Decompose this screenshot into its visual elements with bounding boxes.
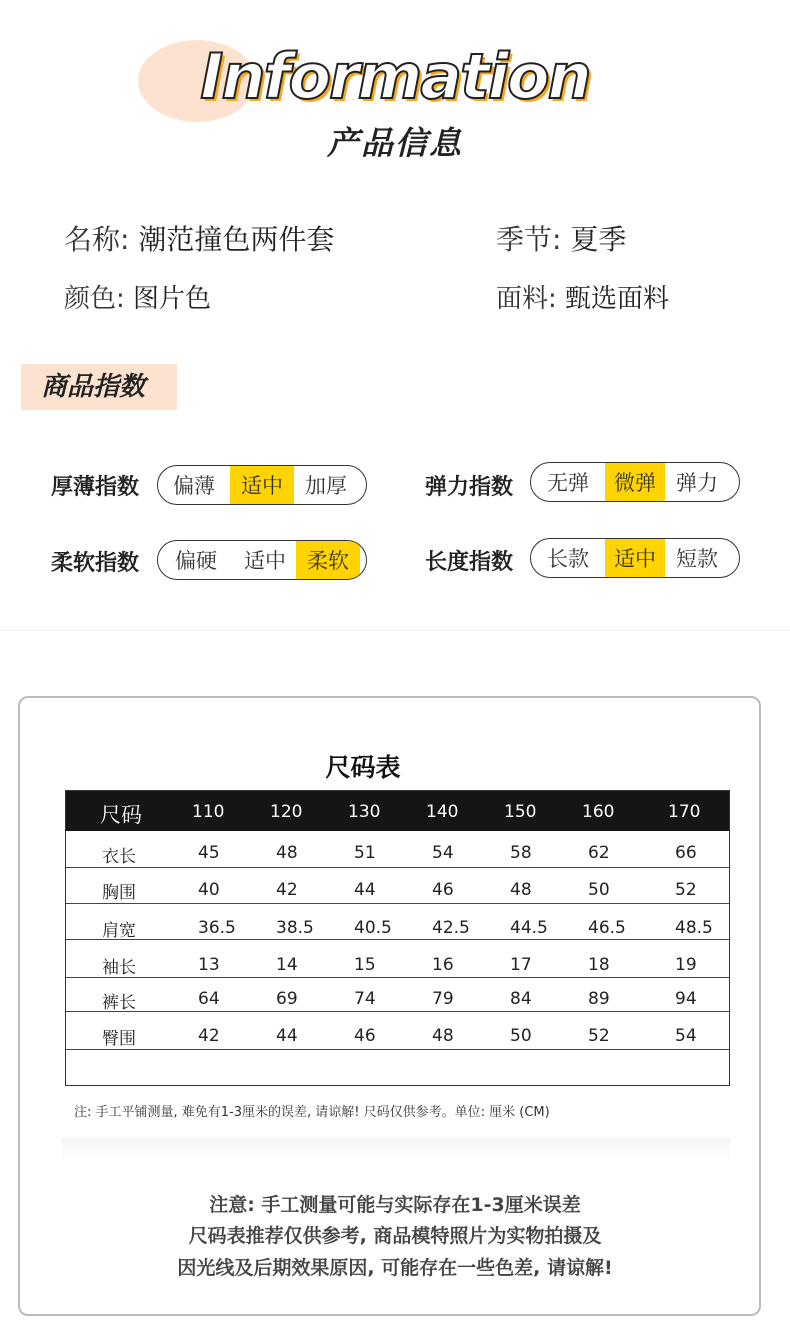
- table-cell: 44: [276, 1026, 298, 1046]
- table-cell: 48: [432, 1026, 454, 1046]
- table-cell: 46.5: [588, 918, 626, 938]
- table-cell: 38.5: [276, 918, 314, 938]
- index-option: 适中: [244, 549, 286, 573]
- table-cell: 48: [276, 843, 298, 863]
- bottom-note-line: 尺码表推荐仅供参考, 商品模特照片为实物拍摄及: [188, 1225, 602, 1247]
- size-table-header-cell: 150: [504, 802, 537, 822]
- index-section-title: 商品指数: [21, 364, 177, 410]
- table-cell: 42: [198, 1026, 220, 1046]
- index-option-selected: 柔软: [296, 541, 360, 579]
- row-name: 衣长: [102, 847, 136, 867]
- table-cell: 18: [588, 955, 610, 975]
- table-row-divider: [66, 939, 729, 940]
- index-scale-length: [530, 538, 740, 578]
- size-table-header-cell: 160: [582, 802, 615, 822]
- table-cell: 94: [675, 989, 697, 1009]
- table-cell: 36.5: [198, 918, 236, 938]
- index-label-length: 长度指数: [425, 550, 514, 575]
- table-cell: 58: [510, 843, 532, 863]
- product-fabric-label: 面料:: [496, 284, 557, 314]
- index-option: 无弹: [547, 471, 589, 495]
- size-table-header: [66, 791, 729, 831]
- table-cell: 89: [588, 989, 610, 1009]
- product-color-value: 图片色: [133, 284, 212, 314]
- table-cell: 48.5: [675, 918, 713, 938]
- index-label-softness: 柔软指数: [51, 551, 140, 576]
- table-row-divider: [66, 903, 729, 904]
- index-scale-elasticity: [530, 462, 740, 502]
- table-cell: 45: [198, 843, 220, 863]
- table-cell: 19: [675, 955, 697, 975]
- product-fabric-value: 甄选面料: [565, 284, 670, 314]
- table-cell: 69: [276, 989, 298, 1009]
- table-cell: 74: [354, 989, 376, 1009]
- table-cell: 40.5: [354, 918, 392, 938]
- table-cell: 46: [432, 880, 454, 900]
- table-cell: 46: [354, 1026, 376, 1046]
- table-cell: 64: [198, 989, 220, 1009]
- table-cell: 16: [432, 955, 454, 975]
- index-option: 偏薄: [173, 474, 215, 498]
- table-cell: 54: [432, 843, 454, 863]
- size-table-header-cell: 120: [270, 802, 303, 822]
- table-row-divider: [66, 867, 729, 868]
- row-name: 裤长: [102, 993, 136, 1013]
- size-table-header-cell: 140: [426, 802, 459, 822]
- product-season-value: 夏季: [570, 223, 627, 256]
- table-cell: 52: [675, 880, 697, 900]
- table-cell: 44.5: [510, 918, 548, 938]
- index-option-selected: 适中: [230, 466, 294, 504]
- size-table-header-cell: 尺码: [100, 803, 142, 827]
- product-color-label: 颜色:: [64, 284, 125, 314]
- size-table: [65, 790, 730, 1086]
- product-fabric: [496, 278, 669, 315]
- header-subtitle: 产品信息: [326, 124, 463, 162]
- index-option: 偏硬: [175, 549, 217, 573]
- header-title: Information: [200, 40, 590, 113]
- product-name-value: 潮范撞色两件套: [138, 223, 335, 256]
- size-table-header-cell: 110: [192, 802, 225, 822]
- index-option: 长款: [547, 547, 589, 571]
- table-cell: 50: [588, 880, 610, 900]
- table-cell: 42.5: [432, 918, 470, 938]
- size-chart-note: 注: 手工平铺测量, 难免有1-3厘米的误差, 请谅解! 尺码仅供参考。单位: 厘米 (CM): [74, 1105, 550, 1120]
- section-divider: [0, 630, 790, 631]
- table-row-divider: [66, 1049, 729, 1050]
- product-color: [64, 278, 211, 315]
- index-scale-thickness: [157, 465, 367, 505]
- index-label-thickness: 厚薄指数: [51, 475, 140, 500]
- index-label-elasticity: 弹力指数: [425, 475, 514, 500]
- size-table-header-cell: 170: [668, 802, 701, 822]
- bottom-note-line: 因光线及后期效果原因, 可能存在一些色差, 请谅解!: [177, 1257, 613, 1279]
- product-season: [496, 218, 626, 258]
- table-cell: 66: [675, 843, 697, 863]
- index-option: 弹力: [676, 471, 718, 495]
- table-cell: 84: [510, 989, 532, 1009]
- table-cell: 17: [510, 955, 532, 975]
- index-option: 短款: [676, 547, 718, 571]
- table-cell: 40: [198, 880, 220, 900]
- decorative-shade: [62, 1138, 730, 1162]
- table-cell: 79: [432, 989, 454, 1009]
- row-name: 肩宽: [102, 921, 136, 941]
- size-chart-title: 尺码表: [325, 753, 401, 782]
- table-cell: 14: [276, 955, 298, 975]
- bottom-note-line: 注意: 手工测量可能与实际存在1-3厘米误差: [209, 1194, 581, 1216]
- index-option: 加厚: [305, 474, 347, 498]
- row-name: 臀围: [102, 1029, 136, 1049]
- table-cell: 54: [675, 1026, 697, 1046]
- table-cell: 62: [588, 843, 610, 863]
- index-option-selected: 微弹: [605, 463, 665, 501]
- table-cell: 50: [510, 1026, 532, 1046]
- table-row-divider: [66, 977, 729, 978]
- table-row-divider: [66, 1011, 729, 1012]
- row-name: 胸围: [102, 883, 136, 903]
- table-cell: 48: [510, 880, 532, 900]
- index-option-selected: 适中: [605, 539, 665, 577]
- index-scale-softness: [157, 540, 367, 580]
- product-name-label: 名称:: [64, 223, 130, 256]
- table-cell: 51: [354, 843, 376, 863]
- table-cell: 52: [588, 1026, 610, 1046]
- table-cell: 42: [276, 880, 298, 900]
- row-name: 袖长: [102, 958, 136, 978]
- table-cell: 13: [198, 955, 220, 975]
- product-name: [64, 218, 334, 258]
- table-cell: 15: [354, 955, 376, 975]
- product-season-label: 季节:: [496, 223, 562, 256]
- table-cell: 44: [354, 880, 376, 900]
- size-table-header-cell: 130: [348, 802, 381, 822]
